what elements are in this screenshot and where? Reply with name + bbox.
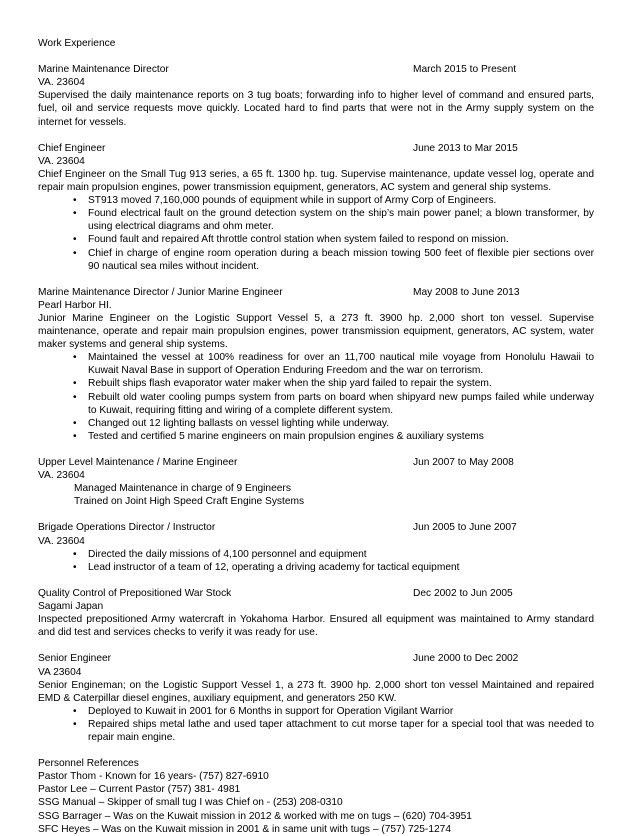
job-summary: Senior Engineman; on the Logistic Support Vessel 1, a 273 ft. 3900 hp. 2,000 short ton vessel Maintained and repaired EMD & Caterpillar diesel engines, auxiliary equipment, and generators 250 KW. (38, 679, 594, 704)
job-location: VA. 23604 (38, 155, 85, 167)
reference-item: SSG Manual – Skipper of small tug I was Chief on - (253) 208-0310 (38, 797, 343, 809)
bullet-icon: • (73, 195, 77, 207)
bullet-item: • Lead instructor of a team of 12, operating a driving academy for tactical equipment (73, 561, 460, 573)
bullet-icon: • (73, 548, 77, 560)
job-summary: Supervised the daily maintenance reports on 3 tug boats; forwarding info to higher level of command and ensured parts, fuel, oil and service requests move quickly. Located hard to find parts that were not in the Army supply system on the internet for vessels. (38, 90, 594, 128)
job-entry (38, 521, 598, 573)
job-location: VA. 23604 (38, 77, 85, 89)
job-summary: Junior Marine Engineer on the Logistic Support Vessel 5, a 273 ft. 3900 hp. 2,000 short ton vessel. Supervise maintenance, operate and repair main propulsion engines, power transmission equipment, generators, AC system, water maker systems and general ship systems. (38, 312, 594, 351)
job-entry (38, 142, 598, 273)
bullet-icon: • (73, 705, 77, 717)
reference-item: SSG Barrager – Was on the Kuwait mission in 2012 & worked with me on tugs – (620) 704-3951 (38, 810, 472, 822)
job-header (38, 652, 598, 665)
job-dates: Dec 2002 to Jun 2005 (413, 587, 513, 599)
job-title: Marine Maintenance Director / Junior Marine Engineer (38, 286, 283, 298)
job-title: Senior Engineer (38, 653, 112, 665)
bullet-icon: • (73, 561, 77, 573)
job-title: Brigade Operations Director / Instructor (38, 522, 216, 534)
section-heading: Work Experience (38, 38, 116, 49)
bullet-icon: • (73, 247, 77, 259)
job-dates: May 2008 to June 2013 (413, 286, 520, 298)
bullet-icon: • (73, 208, 77, 220)
job-location: VA. 23604 (38, 470, 85, 482)
job-title: Quality Control of Prepositioned War Stock (38, 587, 232, 599)
job-header (38, 587, 598, 600)
job-title: Upper Level Maintenance / Marine Engineer (38, 457, 238, 468)
bullet-icon: • (73, 417, 77, 429)
job-entry (38, 587, 598, 639)
job-entry (38, 652, 598, 744)
job-dates: June 2013 to Mar 2015 (413, 142, 518, 154)
job-header (38, 63, 598, 76)
bullet-item: • Tested and certified 5 marine engineers on main propulsion engines & auxiliary systems (73, 430, 484, 442)
bullet-list (38, 548, 598, 574)
resume-page (38, 37, 598, 836)
bullet-icon: • (73, 430, 77, 442)
bullet-icon: • (73, 378, 77, 390)
bullet-item: • Deployed to Kuwait in 2001 for 6 Months in support for Operation Vigilant Warrior (73, 705, 454, 717)
bullet-item: • Directed the daily missions of 4,100 personnel and equipment (73, 548, 367, 560)
bullet-item: • Found electrical fault on the ground detection system on the ship’s main power panel; a blown transformer, by using electrical diagrams and ohm meter. (73, 208, 594, 233)
job-title: Chief Engineer (38, 142, 106, 154)
job-location: VA. 23604 (38, 535, 85, 547)
job-dates: June 2000 to Dec 2002 (413, 653, 519, 665)
references-heading: Personnel References (38, 758, 139, 770)
job-title: Marine Maintenance Director (38, 64, 169, 76)
job-summary: Inspected prepositioned Army watercraft in Yokahoma Harbor. Ensured all equipment was maintained to Army standard and did test and services checks to verify it was ready for use. (38, 614, 594, 639)
job-entry (38, 63, 598, 128)
bullet-item: • Chief in charge of engine room operation during a beach mission towing 500 feet of flexible pier sections over 90 nautical sea miles without incident. (73, 247, 594, 272)
job-dates: Jun 2005 to June 2007 (413, 522, 517, 534)
job-header (38, 456, 598, 469)
bullet-item: • Maintained the vessel at 100% readiness for over an 11,700 nautical mile voyage from Honolulu Hawaii to Kuwait Naval Base in support of Operation Enduring Freedom and the war on terrorism. (73, 352, 594, 377)
bullet-icon: • (73, 352, 77, 364)
reference-item: Pastor Lee – Current Pastor (757) 381- 4981 (38, 784, 241, 796)
bullet-list (38, 194, 598, 273)
job-location: VA 23604 (38, 666, 82, 678)
job-location: Sagami Japan (38, 601, 104, 613)
job-summary: Chief Engineer on the Small Tug 913 series, a 65 ft. 1300 hp. tug. Supervise maintenance, update vessel log, operate and repair main propulsion engines, power transmission equipment, generators, AC system and general ship systems. (38, 168, 594, 194)
bullet-icon: • (73, 391, 77, 403)
job-entry (38, 456, 598, 508)
job-detail: Managed Maintenance in charge of 9 Engineers (74, 483, 291, 495)
bullet-item: • Changed out 12 lighting ballasts on vessel lighting while underway. (73, 417, 390, 429)
bullet-item: • Rebuilt ships flash evaporator water maker when the ship yard failed to repair the system. (73, 378, 492, 390)
job-header (38, 142, 598, 155)
references-section (38, 757, 598, 836)
reference-item: Pastor Thom - Known for 16 years- (757) 827-6910 (38, 771, 269, 783)
bullet-item: • Found fault and repaired Aft throttle control station when system failed to respond on mission. (73, 234, 509, 246)
bullet-item: • Repaired ships metal lathe and used taper attachment to cut morse taper for a special tool that was needed to repair main engine. (73, 718, 594, 743)
bullet-item: • ST913 moved 7,160,000 pounds of equipment while in support of Army Corp of Engineers. (73, 195, 497, 207)
bullet-icon: • (73, 718, 77, 730)
job-dates: March 2015 to Present (413, 64, 517, 76)
job-entry (38, 286, 598, 443)
job-header (38, 286, 598, 299)
bullet-list (38, 705, 598, 744)
job-location: Pearl Harbor HI. (38, 299, 112, 311)
job-detail: Trained on Joint High Speed Craft Engine Systems (74, 496, 305, 508)
reference-item: SFC Heyes – Was on the Kuwait mission in 2001 & in same unit with tugs – (757) 725-1274 (38, 823, 451, 835)
bullet-item: • Rebuilt old water cooling pumps system from parts on board when shipyard new pumps failed while underway to Kuwait, requiring fitting and wiring of a complete different system. (73, 391, 594, 416)
bullet-list (38, 351, 598, 443)
job-header (38, 521, 598, 534)
job-dates: Jun 2007 to May 2008 (413, 457, 514, 468)
bullet-icon: • (73, 234, 77, 246)
